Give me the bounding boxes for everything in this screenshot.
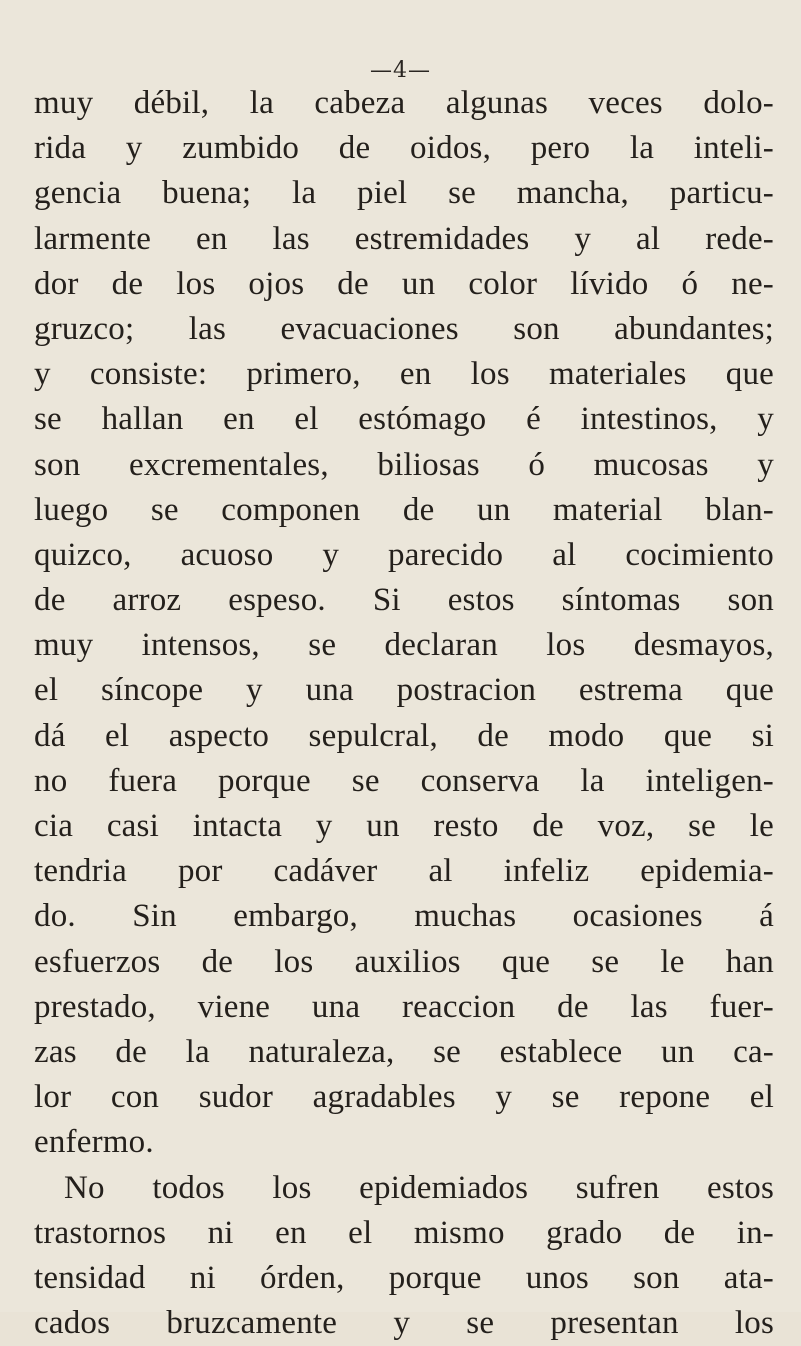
- text-line: luego se componen de un material blan-: [34, 491, 774, 528]
- text-line: cia casi intacta y un resto de voz, se le: [34, 808, 774, 844]
- text-line: dá el aspecto sepulcral, de modo que si: [34, 717, 774, 754]
- text-line: larmente en las estremidades y al rede-: [34, 220, 774, 257]
- text-line: zas de la naturaleza, se establece un ca-: [34, 1033, 774, 1070]
- text-line: y consiste: primero, en los materiales que: [34, 356, 774, 393]
- text-line: no fuera porque se conserva la inteligen-: [34, 762, 774, 799]
- body-text: [34, 81, 774, 1346]
- text-line: lor con sudor agradables y se repone el: [34, 1079, 774, 1116]
- text-line: trastornos ni en el mismo grado de in-: [34, 1214, 774, 1251]
- text-line: quizco, acuoso y parecido al cocimiento: [34, 536, 774, 573]
- text-line: de arroz espeso. Si estos síntomas son: [34, 582, 774, 619]
- text-line: muy intensos, se declaran los desmayos,: [34, 627, 774, 664]
- text-line: do. Sin embargo, muchas ocasiones á: [34, 898, 774, 935]
- text-line: esfuerzos de los auxilios que se le han: [34, 943, 774, 980]
- page-number: —4—: [370, 58, 431, 83]
- text-line: rida y zumbido de oidos, pero la inteli-: [34, 130, 774, 167]
- text-line: No todos los epidemiados sufren estos: [64, 1169, 774, 1206]
- text-line: gencia buena; la piel se mancha, particu-: [34, 175, 774, 212]
- text-line: cados bruzcamente y se presentan los: [34, 1305, 774, 1342]
- text-line: tendria por cadáver al infeliz epidemia-: [34, 853, 774, 890]
- text-line: muy débil, la cabeza algunas veces dolo-: [34, 85, 774, 121]
- text-line: gruzco; las evacuaciones son abundantes;: [34, 310, 774, 347]
- text-line: el síncope y una postracion estrema que: [34, 672, 774, 709]
- text-line: prestado, viene una reaccion de las fuer-: [34, 988, 774, 1025]
- text-line: son excrementales, biliosas ó mucosas y: [34, 446, 774, 483]
- text-line: se hallan en el estómago é intestinos, y: [34, 401, 774, 438]
- text-line: tensidad ni órden, porque unos son ata-: [34, 1259, 774, 1296]
- text-line: dor de los ojos de un color lívido ó ne-: [34, 265, 774, 302]
- text-line: enfermo.: [34, 1124, 154, 1161]
